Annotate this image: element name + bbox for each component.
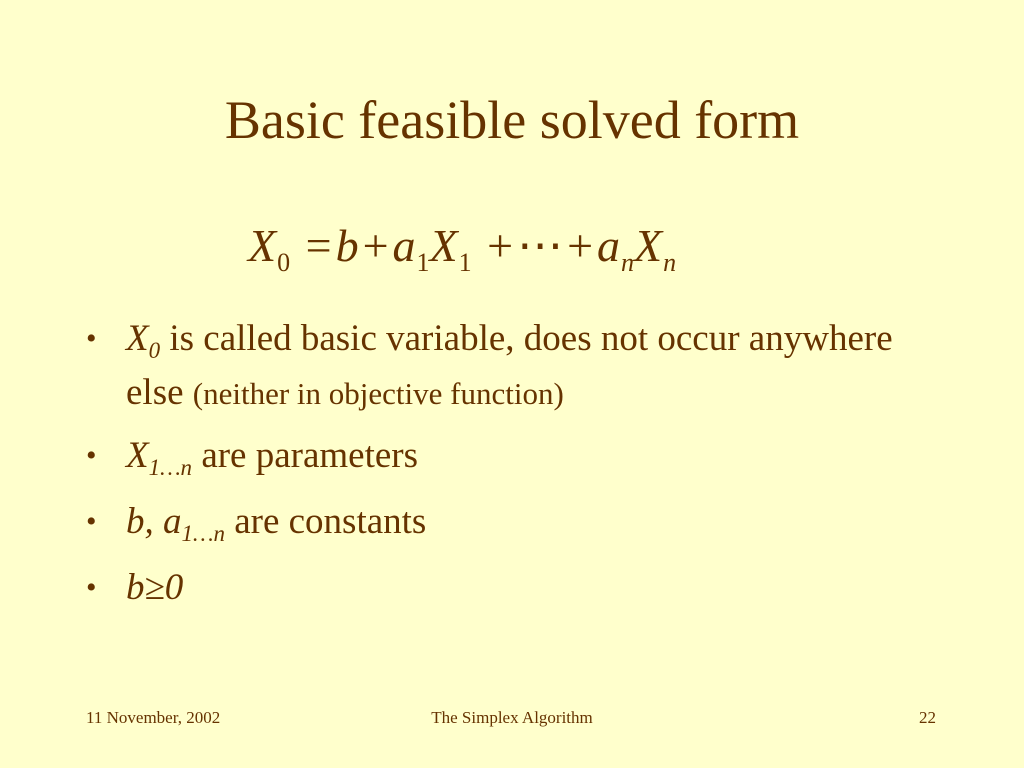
bullet-3-var-sub: 1…n (181, 521, 225, 546)
bullet-2-var-sub: 1…n (148, 455, 193, 480)
bullet-4-expr: b≥0 (126, 567, 184, 608)
bullet-dot-icon: • (86, 505, 97, 538)
formula-x1: X (429, 220, 458, 271)
bullet-1-small: (neither in objective function) (192, 376, 564, 411)
list-item (86, 431, 946, 485)
formula-plus-3: + (567, 220, 594, 271)
formula-xn: X (634, 220, 663, 271)
bullet-1-var-sub: 0 (148, 338, 161, 363)
formula-plus-1: + (362, 220, 389, 271)
list-item (86, 497, 946, 551)
footer-date: 11 November, 2002 (86, 708, 221, 727)
bullet-3-var: b, a (126, 501, 182, 542)
formula-ellipsis: ⋯ (517, 220, 564, 271)
formula-plus-2: + (487, 220, 514, 271)
formula-an: a (597, 220, 621, 271)
formula-b: b (335, 220, 359, 271)
formula (248, 216, 808, 276)
bullet-1-text: is called basic variable, does not occur anywhere else (126, 318, 893, 413)
formula-lhs-sub: 0 (277, 248, 291, 277)
formula-x1-sub: 1 (458, 248, 472, 277)
bullet-dot-icon: • (86, 571, 97, 604)
bullet-2-text: are parameters (192, 435, 419, 476)
formula-equals: = (305, 220, 332, 271)
bullet-3-text: are constants (224, 501, 427, 542)
formula-a1: a (392, 220, 416, 271)
bullet-list (86, 314, 946, 625)
formula-a1-sub: 1 (416, 248, 430, 277)
formula-an-sub: n (621, 248, 635, 277)
list-item (86, 563, 946, 613)
list-item (86, 314, 946, 419)
bullet-1-var: X (126, 318, 149, 359)
page-number: 22 (919, 708, 936, 727)
bullet-dot-icon: • (86, 439, 97, 472)
footer-title: The Simplex Algorithm (431, 708, 593, 727)
slide-title: Basic feasible solved form (224, 90, 800, 150)
bullet-dot-icon: • (86, 322, 97, 355)
formula-xn-sub: n (663, 248, 677, 277)
formula-lhs-var: X (248, 220, 277, 271)
bullet-2-var: X (126, 435, 149, 476)
